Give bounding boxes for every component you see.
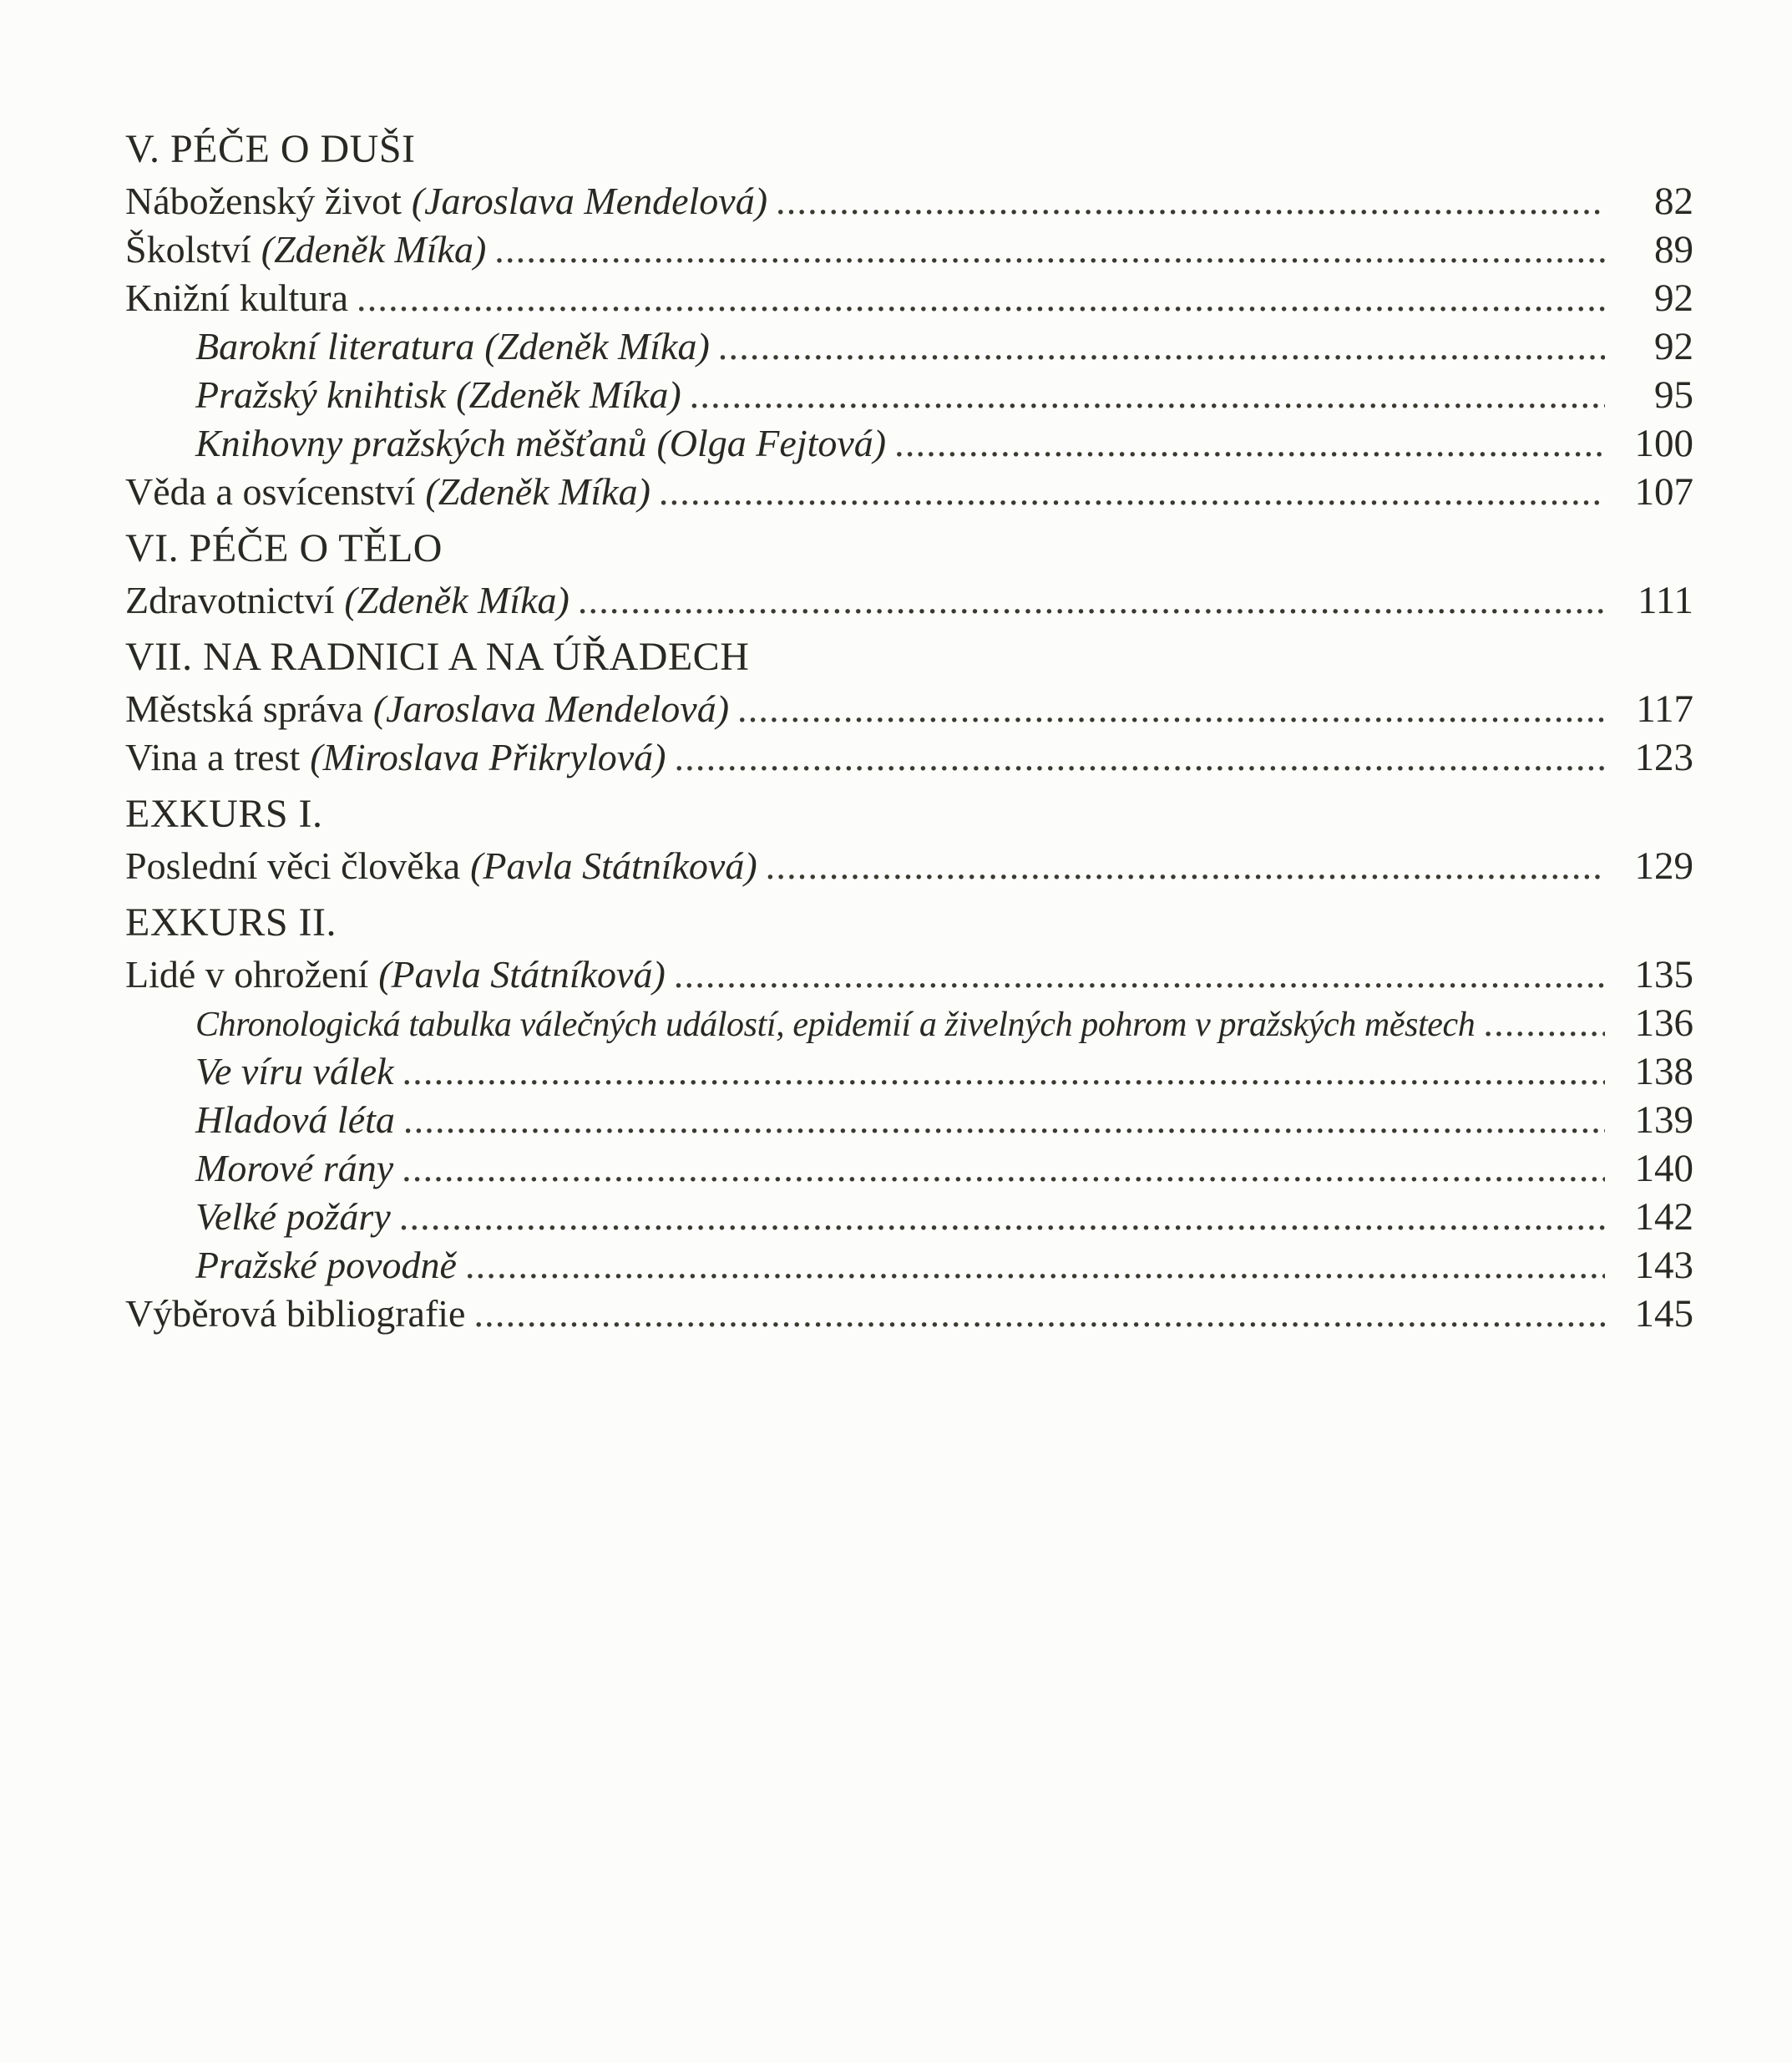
dot-leader bbox=[465, 1241, 1605, 1290]
toc-entry-page-number: 92 bbox=[1654, 325, 1693, 368]
dot-leader bbox=[1483, 999, 1605, 1047]
toc-entry-title: Náboženský život bbox=[125, 180, 402, 222]
toc-entry-page-number: 100 bbox=[1634, 422, 1693, 465]
dot-leader bbox=[578, 576, 1605, 625]
toc-entry-label bbox=[125, 468, 650, 516]
dot-leader bbox=[737, 685, 1605, 733]
toc-entry-page-number: 95 bbox=[1654, 373, 1693, 417]
toc-entry-label bbox=[125, 274, 348, 322]
toc-entry-author: (Zdeněk Míka) bbox=[425, 470, 650, 513]
toc-entry-title: Pražské povodně bbox=[195, 1244, 457, 1286]
toc-entry bbox=[125, 1144, 1693, 1193]
toc-entry-label bbox=[195, 1144, 393, 1193]
dot-leader bbox=[399, 1193, 1605, 1241]
toc-entry-label bbox=[195, 1193, 391, 1241]
toc-entry-page-number: 139 bbox=[1634, 1098, 1693, 1142]
toc-entry bbox=[125, 274, 1693, 322]
toc-entry bbox=[125, 999, 1693, 1047]
toc-heading-label: VI. PÉČE O TĚLO bbox=[125, 526, 443, 570]
toc-entry-author: (Pavla Státníková) bbox=[470, 844, 757, 887]
toc-entry-page-number: 107 bbox=[1634, 470, 1693, 514]
toc-entry-title: Zdravotnictví bbox=[125, 579, 335, 621]
toc-entry-author: (Olga Fejtová) bbox=[656, 422, 887, 464]
toc-entry bbox=[125, 1047, 1693, 1096]
toc-entry-title: Chronologická tabulka válečných událostí, epidemií a živelných pohrom v pražských městech bbox=[195, 1006, 1476, 1044]
toc-entry-label bbox=[125, 685, 729, 733]
toc-section-heading bbox=[125, 790, 1693, 839]
toc-entry-label bbox=[125, 842, 757, 890]
toc-entry-author: (Jaroslava Mendelová) bbox=[372, 687, 730, 730]
table-of-contents bbox=[125, 117, 1693, 1338]
toc-entry bbox=[125, 468, 1693, 516]
toc-entry bbox=[125, 1193, 1693, 1241]
toc-entry bbox=[125, 1096, 1693, 1144]
toc-entry-author: (Zdeněk Míka) bbox=[344, 579, 569, 621]
dot-leader bbox=[357, 274, 1605, 322]
toc-entry-title: Poslední věci člověka bbox=[125, 844, 461, 887]
toc-entry bbox=[125, 226, 1693, 274]
toc-entry-label bbox=[195, 419, 886, 468]
toc-entry-label bbox=[125, 576, 569, 625]
toc-entry-page-number: 140 bbox=[1634, 1147, 1693, 1190]
toc-entry-page-number: 92 bbox=[1654, 276, 1693, 320]
toc-entry bbox=[125, 950, 1693, 999]
dot-leader bbox=[403, 1096, 1605, 1144]
toc-heading-label: EXKURS II. bbox=[125, 900, 337, 945]
toc-entry-title: Lidé v ohrožení bbox=[125, 953, 369, 996]
toc-section-heading bbox=[125, 633, 1693, 682]
toc-entry-title: Pražský knihtisk bbox=[195, 373, 447, 416]
toc-entry bbox=[125, 322, 1693, 371]
toc-entry-label bbox=[125, 226, 486, 274]
toc-entry-title: Ve víru válek bbox=[195, 1050, 394, 1092]
toc-entry-label bbox=[125, 1290, 465, 1338]
toc-entry-label bbox=[195, 1047, 394, 1096]
toc-entry-author: (Pavla Státníková) bbox=[378, 953, 666, 996]
dot-leader bbox=[402, 1047, 1605, 1096]
dot-leader bbox=[494, 226, 1605, 274]
toc-entry-title: Hladová léta bbox=[195, 1098, 395, 1141]
toc-entry-page-number: 89 bbox=[1654, 228, 1693, 271]
dot-leader bbox=[776, 177, 1605, 226]
toc-entry-author: (Miroslava Přikrylová) bbox=[310, 736, 666, 778]
toc-entry-title: Knihovny pražských měšťanů bbox=[195, 422, 647, 464]
dot-leader bbox=[718, 322, 1605, 371]
toc-entry bbox=[125, 419, 1693, 468]
toc-entry-page-number: 143 bbox=[1634, 1244, 1693, 1287]
toc-entry-title: Výběrová bibliografie bbox=[125, 1292, 466, 1335]
toc-entry bbox=[125, 733, 1693, 782]
toc-entry-page-number: 145 bbox=[1634, 1292, 1693, 1336]
toc-entry-page-number: 111 bbox=[1637, 579, 1693, 622]
toc-entry-title: Knižní kultura bbox=[125, 276, 348, 319]
dot-leader bbox=[473, 1290, 1605, 1338]
dot-leader bbox=[894, 419, 1605, 468]
toc-section-heading bbox=[125, 525, 1693, 573]
toc-entry-page-number: 136 bbox=[1634, 1001, 1693, 1045]
toc-entry bbox=[125, 1241, 1693, 1290]
toc-entry bbox=[125, 685, 1693, 733]
toc-entry-author: (Zdeněk Míka) bbox=[261, 228, 487, 271]
toc-entry-label bbox=[195, 1241, 457, 1290]
dot-leader bbox=[690, 371, 1605, 419]
toc-entry-author: (Jaroslava Mendelová) bbox=[411, 180, 768, 222]
toc-entry bbox=[125, 1290, 1693, 1338]
dot-leader bbox=[674, 733, 1605, 782]
toc-entry-page-number: 138 bbox=[1634, 1050, 1693, 1093]
toc-entry-title: Školství bbox=[125, 228, 251, 271]
dot-leader bbox=[402, 1144, 1605, 1193]
toc-entry-page-number: 142 bbox=[1634, 1195, 1693, 1239]
toc-entry-label bbox=[125, 950, 666, 999]
toc-entry-title: Morové rány bbox=[195, 1147, 394, 1189]
toc-entry-title: Velké požáry bbox=[195, 1195, 391, 1238]
toc-entry-title: Městská správa bbox=[125, 687, 363, 730]
toc-entry-label bbox=[195, 1001, 1475, 1049]
toc-entry bbox=[125, 371, 1693, 419]
toc-entry bbox=[125, 842, 1693, 890]
toc-entry bbox=[125, 576, 1693, 625]
toc-entry-page-number: 123 bbox=[1634, 736, 1693, 779]
toc-entry-page-number: 117 bbox=[1636, 687, 1693, 731]
toc-entry-label bbox=[125, 177, 767, 226]
toc-heading-label: EXKURS I. bbox=[125, 792, 323, 836]
toc-entry-label bbox=[195, 371, 681, 419]
toc-heading-label: V. PÉČE O DUŠI bbox=[125, 127, 416, 171]
toc-entry-page-number: 82 bbox=[1654, 180, 1693, 223]
toc-entry-author: (Zdeněk Míka) bbox=[484, 325, 710, 367]
toc-section-heading bbox=[125, 125, 1693, 174]
toc-section-heading bbox=[125, 899, 1693, 947]
toc-entry-author: (Zdeněk Míka) bbox=[456, 373, 681, 416]
dot-leader bbox=[674, 950, 1605, 999]
toc-entry-label bbox=[195, 322, 710, 371]
toc-entry-page-number: 129 bbox=[1634, 844, 1693, 888]
toc-heading-label: VII. NA RADNICI A NA ÚŘADECH bbox=[125, 635, 750, 679]
toc-entry-label bbox=[195, 1096, 395, 1144]
toc-entry-label bbox=[125, 733, 666, 782]
toc-entry-title: Vina a trest bbox=[125, 736, 301, 778]
toc-entry-title: Barokní literatura bbox=[195, 325, 475, 367]
dot-leader bbox=[659, 468, 1605, 516]
toc-entry-title: Věda a osvícenství bbox=[125, 470, 416, 513]
toc-entry-page-number: 135 bbox=[1634, 953, 1693, 996]
dot-leader bbox=[766, 842, 1605, 890]
toc-entry bbox=[125, 177, 1693, 226]
